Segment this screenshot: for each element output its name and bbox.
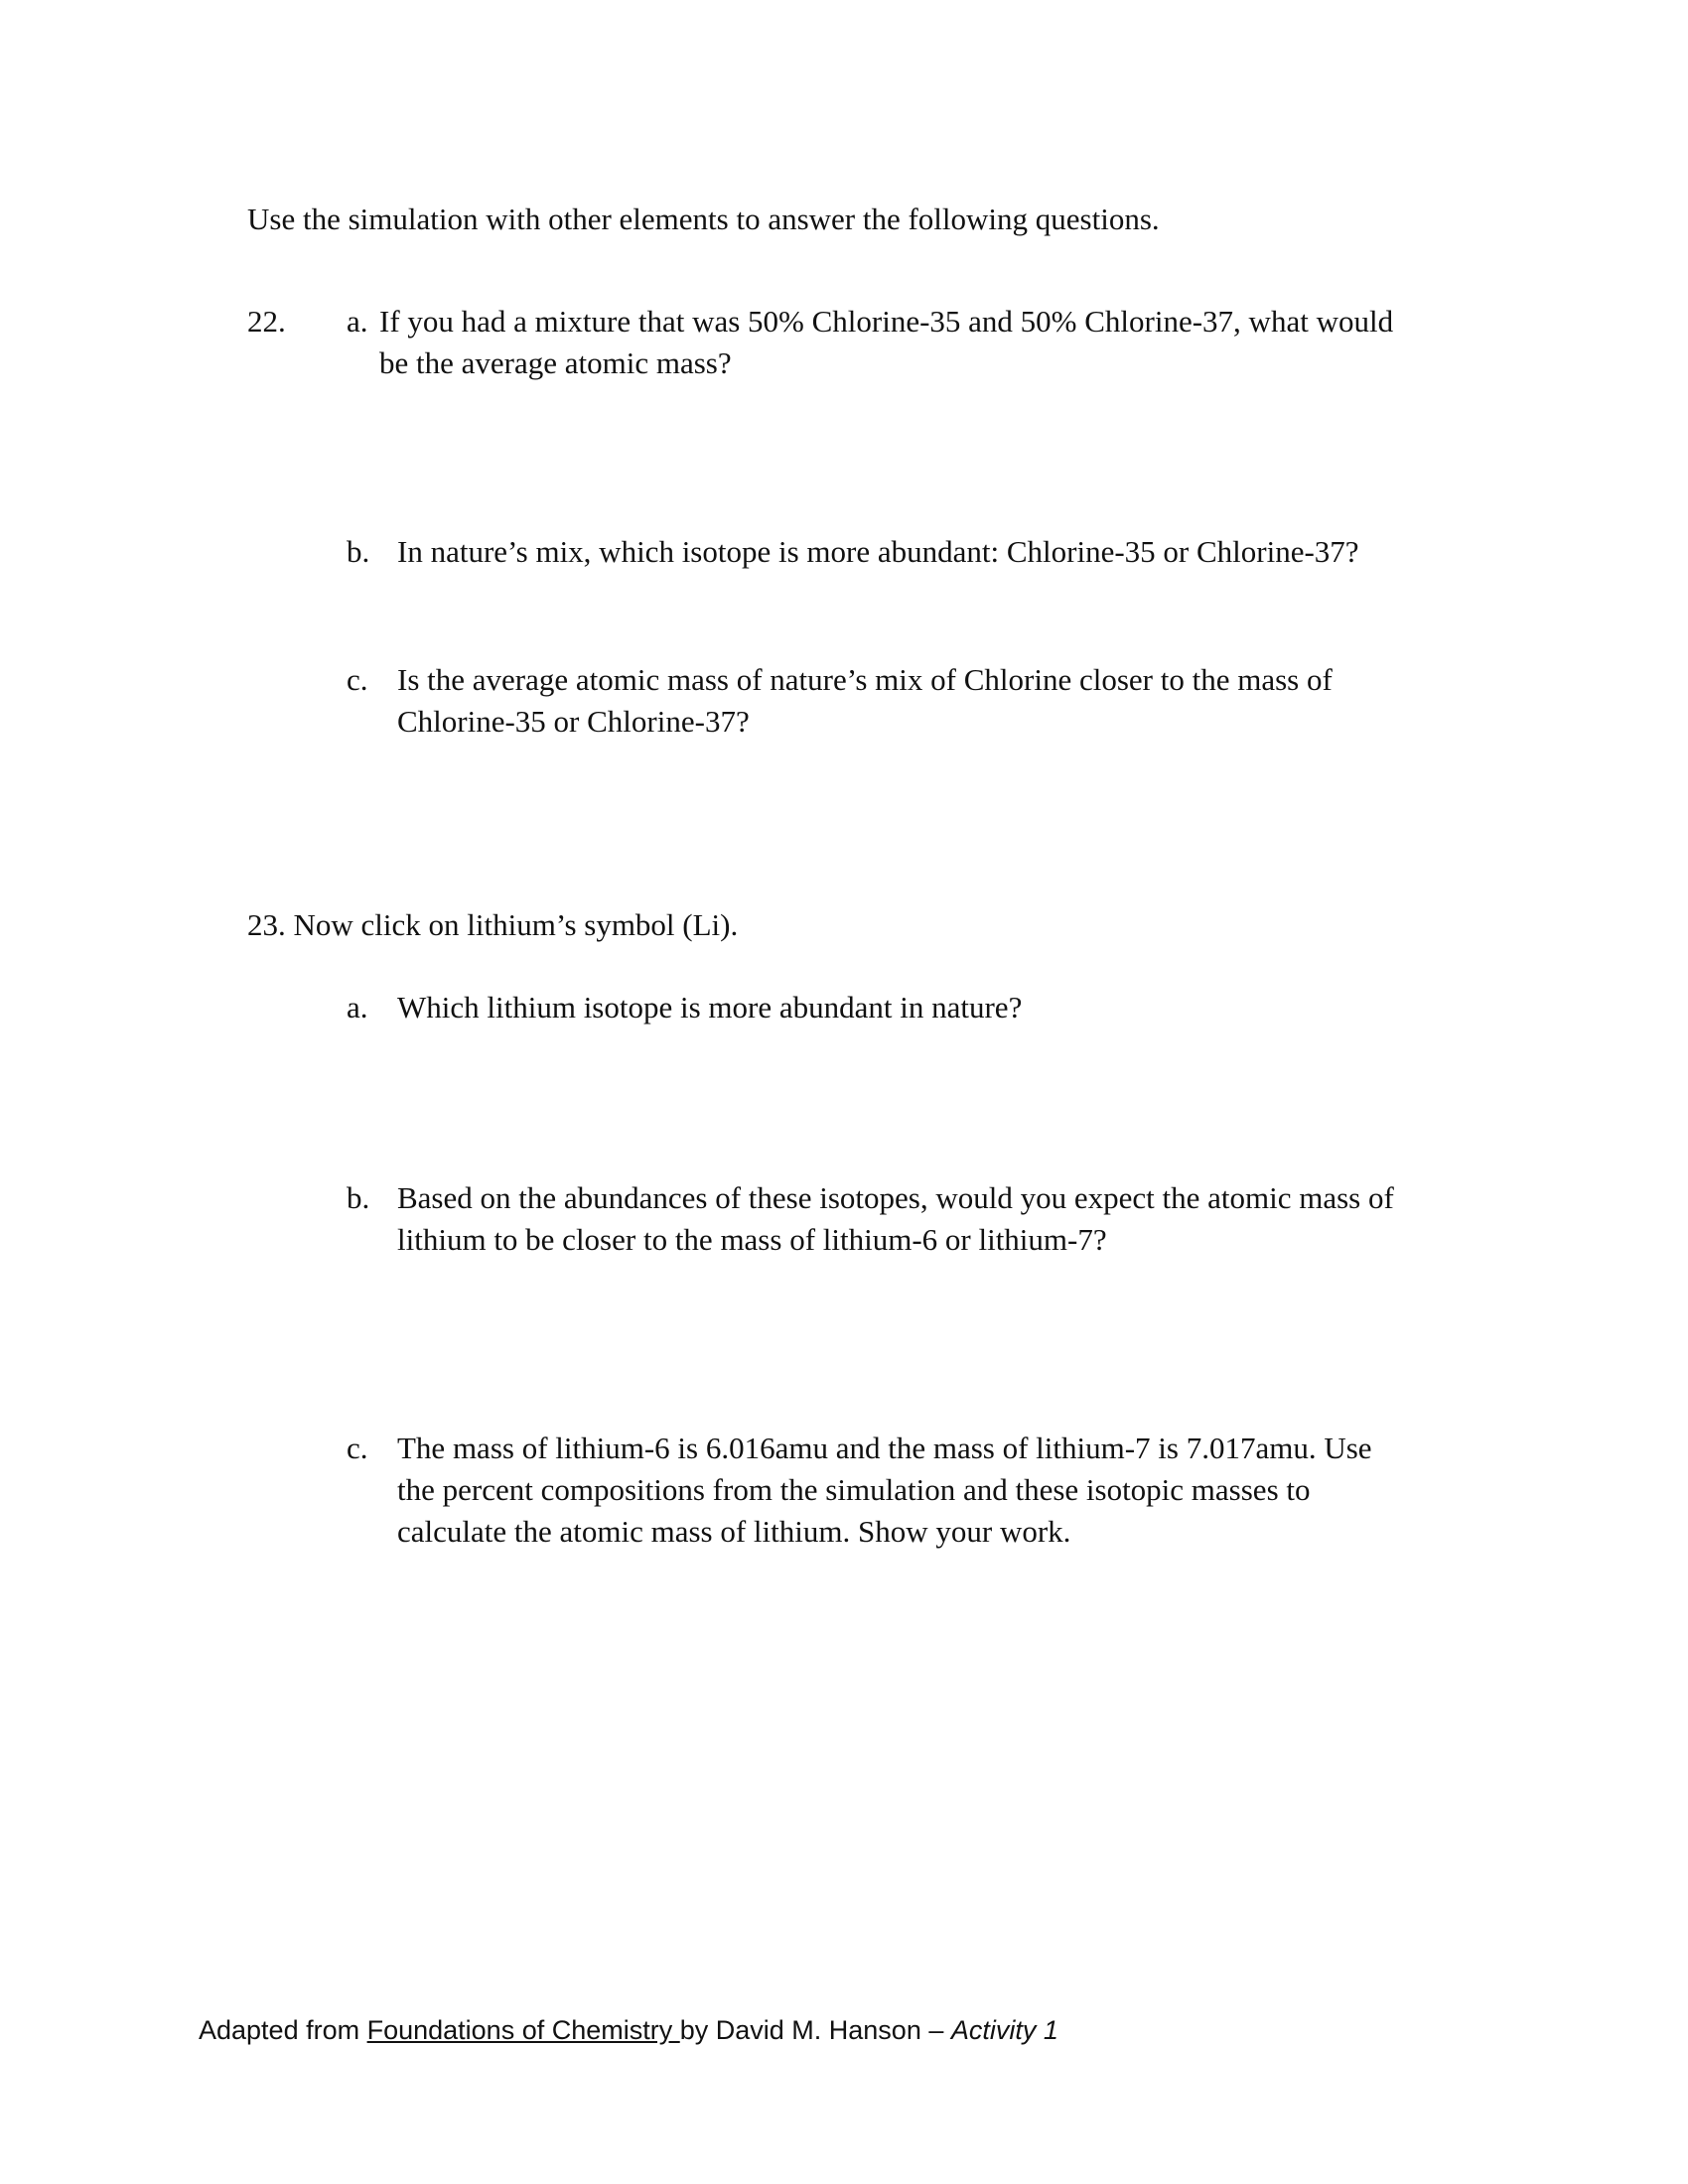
instructions-text: Use the simulation with other elements to answer the following questions.: [247, 202, 1160, 236]
question-22a-label: a.: [347, 304, 368, 339]
question-23c-label: c.: [347, 1431, 368, 1465]
question-22a-text-line2: be the average atomic mass?: [379, 345, 732, 380]
question-23-text: 23. Now click on lithium’s symbol (Li).: [247, 907, 739, 942]
question-22c-text-line1: Is the average atomic mass of nature’s mix of Chlorine closer to the mass of: [397, 662, 1333, 697]
question-23c-text-line2: the percent compositions from the simulation and these isotopic masses to: [397, 1472, 1311, 1507]
question-22c-text-line2: Chlorine-35 or Chlorine-37?: [397, 704, 750, 739]
question-23b-text-line1: Based on the abundances of these isotopes, would you expect the atomic mass of: [397, 1180, 1394, 1215]
footer-activity: Activity 1: [950, 2015, 1058, 2045]
question-22b-text-line1: In nature’s mix, which isotope is more abundant: Chlorine-35 or Chlorine-37?: [397, 534, 1359, 569]
footer-author: by David M. Hanson –: [679, 2015, 951, 2045]
page-footer: [199, 2012, 1058, 2048]
question-22c-label: c.: [347, 662, 368, 697]
question-23c-text-line3: calculate the atomic mass of lithium. Show your work.: [397, 1514, 1071, 1549]
question-22a-text-line1: If you had a mixture that was 50% Chlorine-35 and 50% Chlorine-37, what would: [379, 304, 1394, 339]
question-23a-label: a.: [347, 990, 368, 1024]
question-22-number: 22.: [247, 304, 286, 339]
footer-prefix: Adapted from: [199, 2015, 367, 2045]
footer-book-title: Foundations of Chemistry: [366, 2015, 680, 2045]
question-22b-label: b.: [347, 534, 370, 569]
question-23b-label: b.: [347, 1180, 370, 1215]
question-23c-text-line1: The mass of lithium-6 is 6.016amu and the mass of lithium-7 is 7.017amu. Use: [397, 1431, 1372, 1465]
question-23b-text-line2: lithium to be closer to the mass of lithium-6 or lithium-7?: [397, 1222, 1107, 1257]
question-23a-text-line1: Which lithium isotope is more abundant in nature?: [397, 990, 1023, 1024]
